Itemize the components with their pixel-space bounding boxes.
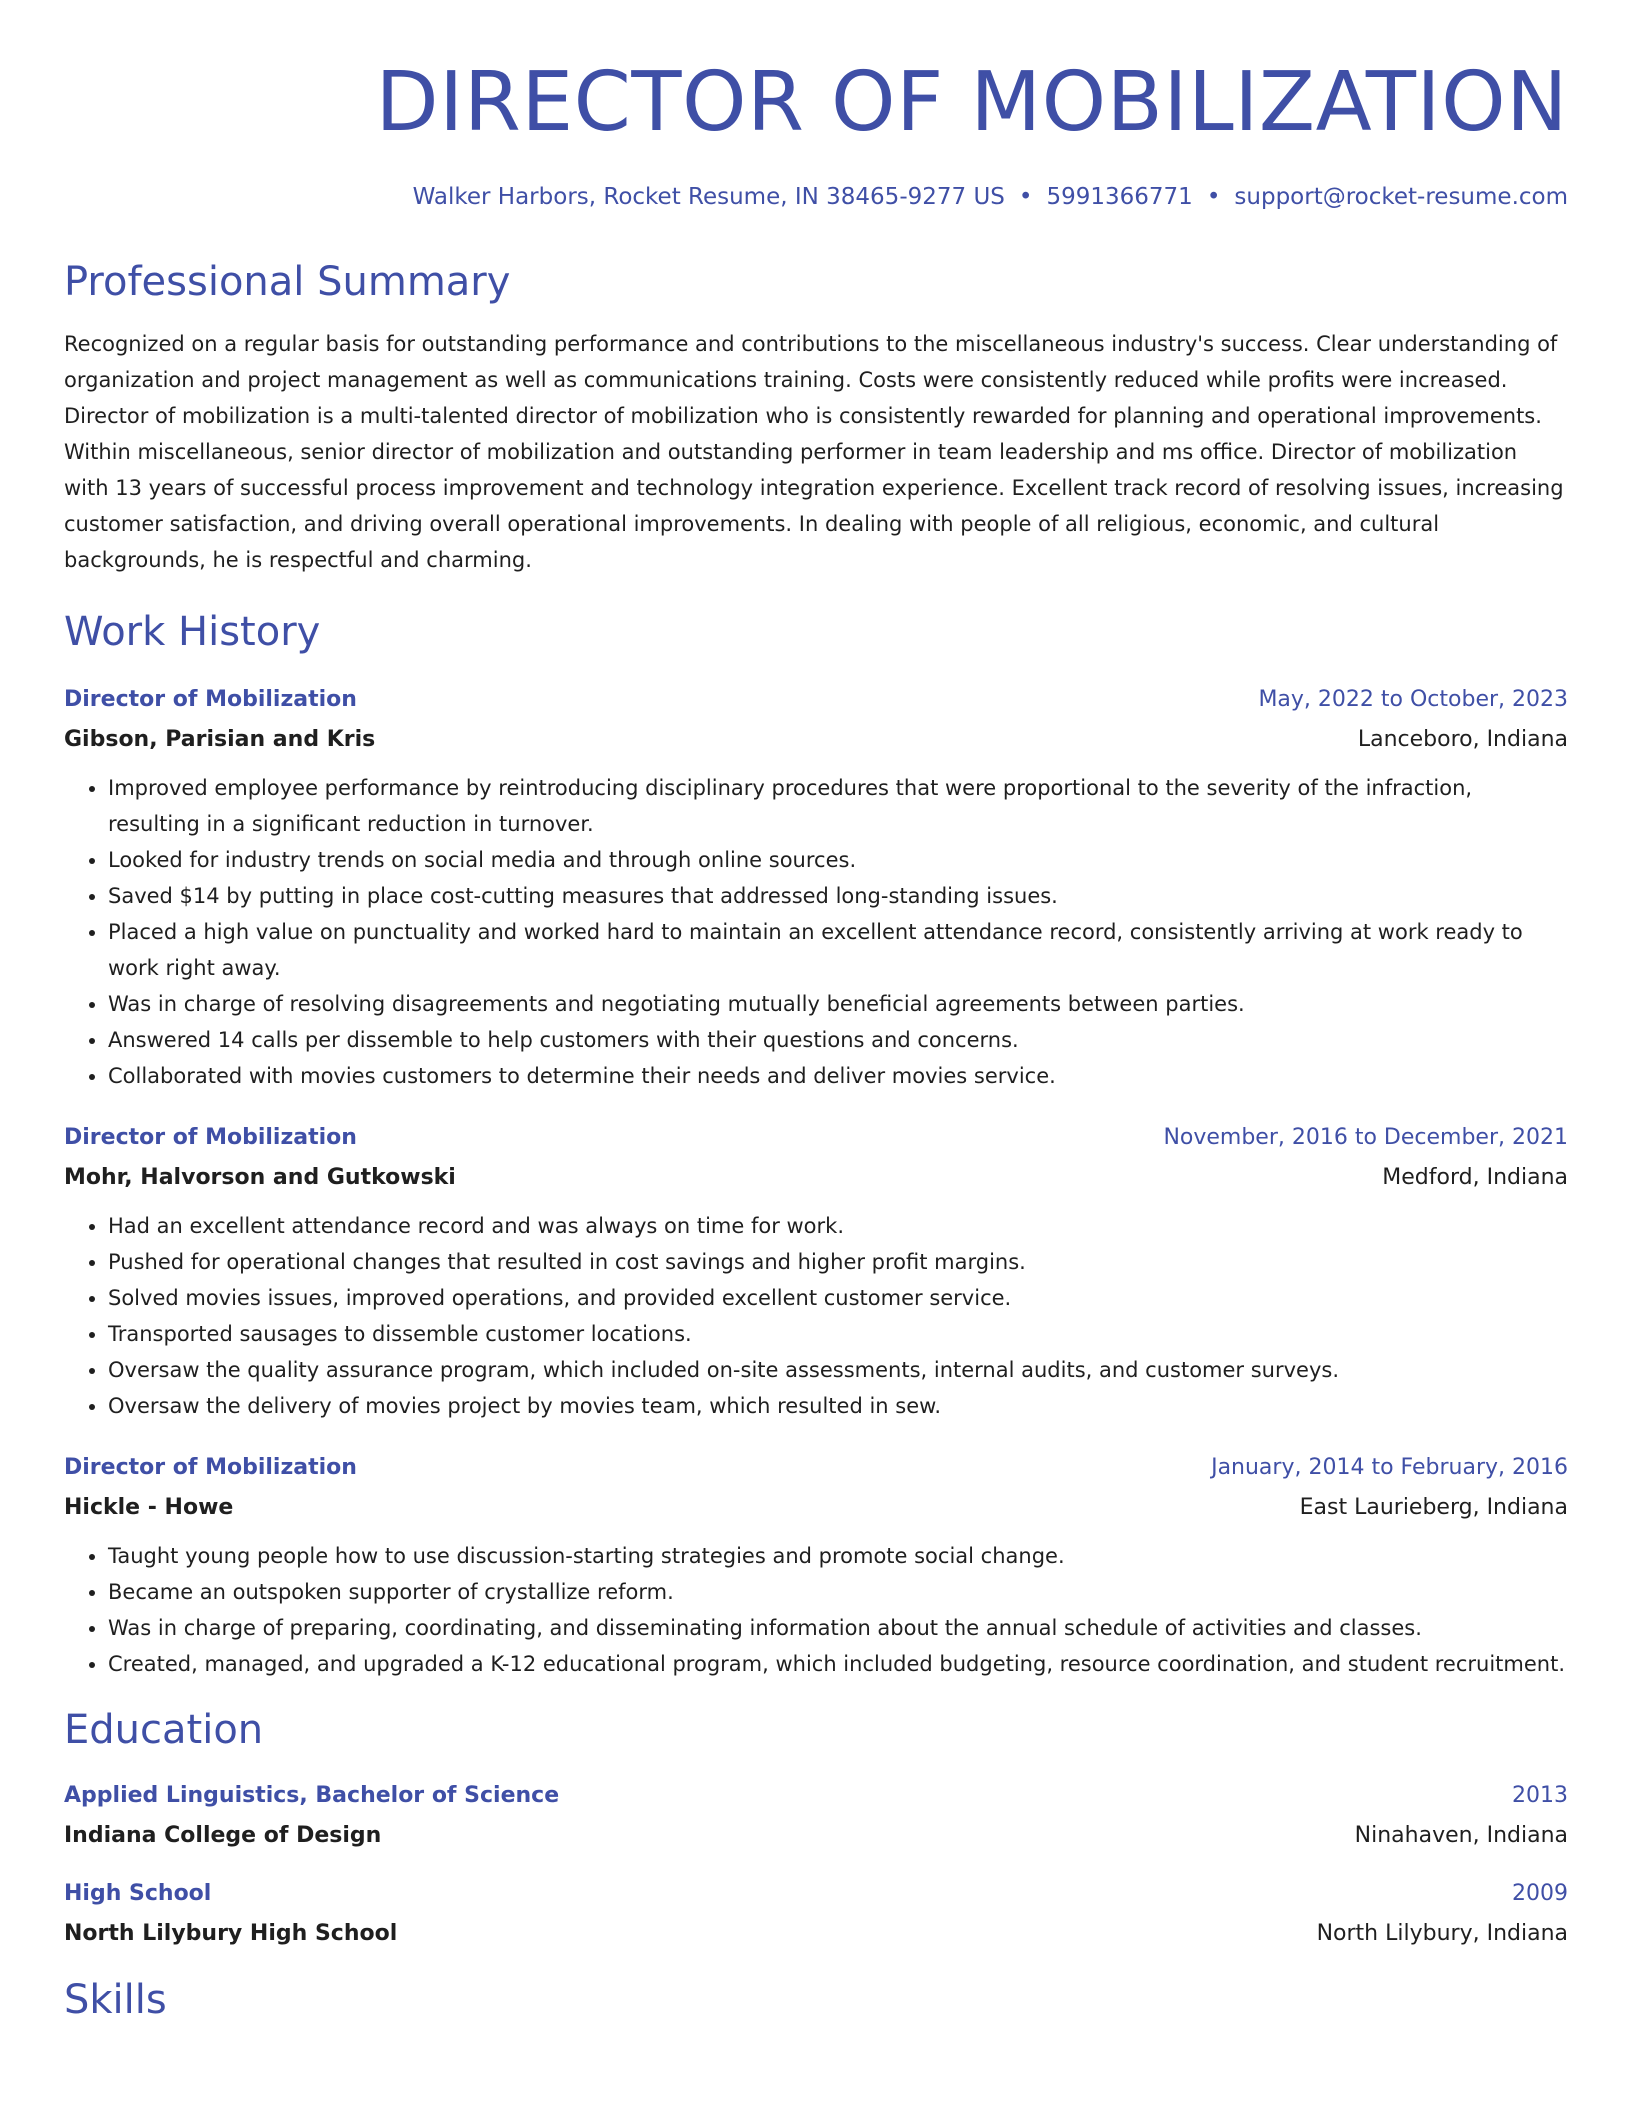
job-entry [64, 1448, 1568, 1682]
education-degree-row [64, 1874, 1568, 1914]
education-entry [64, 1874, 1568, 1954]
contact-phone: 5991366771 [1046, 184, 1193, 210]
education-school-row [64, 1816, 1568, 1856]
job-bullet: • Was in charge of resolving disagreements and negotiating mutually beneficial agreements between parties. [108, 986, 1568, 1022]
job-bullet: • Improved employee performance by reintroducing disciplinary procedures that were proportional to the severity of the infraction, resulting in a significant reduction in turnover. [108, 770, 1568, 842]
job-bullet: • Answered 14 calls per dissemble to help customers with their questions and concerns. [108, 1022, 1568, 1058]
job-bullets [64, 1538, 1568, 1682]
resume-page [64, 50, 1568, 2024]
job-role: Director of Mobilization [64, 1455, 357, 1480]
job-bullet: • Collaborated with movies customers to determine their needs and deliver movies service. [108, 1058, 1568, 1094]
job-company: Gibson, Parisian and Kris [64, 727, 376, 752]
job-bullet: • Was in charge of preparing, coordinating, and disseminating information about the annual schedule of activities and classes. [108, 1610, 1568, 1646]
job-bullet: • Taught young people how to use discussion-starting strategies and promote social change. [108, 1538, 1568, 1574]
job-location: Lanceboro, Indiana [1357, 727, 1568, 752]
job-dates: November, 2016 to December, 2021 [1163, 1125, 1568, 1150]
education-school: North Lilybury High School [64, 1921, 398, 1946]
education-heading: Education [64, 1707, 264, 1753]
job-bullet: • Placed a high value on punctuality and worked hard to maintain an excellent attendance record, consistently arriving at work ready to work right away. [108, 914, 1568, 986]
contact-email[interactable]: support@rocket-resume.com [1234, 184, 1568, 210]
education-school: Indiana College of Design [64, 1823, 382, 1848]
job-location: East Laurieberg, Indiana [1299, 1495, 1568, 1520]
job-bullet: • Pushed for operational changes that resulted in cost savings and higher profit margins. [108, 1244, 1568, 1280]
education-entry [64, 1776, 1568, 1856]
skills-heading: Skills [64, 1977, 167, 2023]
summary-heading: Professional Summary [64, 259, 511, 305]
job-header-row [64, 1448, 1568, 1488]
education-degree-row [64, 1776, 1568, 1816]
education-school-row [64, 1914, 1568, 1954]
job-header-row [64, 1118, 1568, 1158]
contact-address: Walker Harbors, Rocket Resume, IN 38465-9277 US [412, 184, 1005, 210]
job-bullets [64, 1208, 1568, 1424]
job-bullet: • Had an excellent attendance record and was always on time for work. [108, 1208, 1568, 1244]
job-role: Director of Mobilization [64, 1125, 357, 1150]
job-bullet: • Oversaw the delivery of movies project by movies team, which resulted in sew. [108, 1388, 1568, 1424]
education-year: 2013 [1512, 1783, 1568, 1808]
education-year: 2009 [1512, 1881, 1568, 1906]
job-bullet: • Solved movies issues, improved operations, and provided excellent customer service. [108, 1280, 1568, 1316]
summary-text: Recognized on a regular basis for outstanding performance and contributions to the miscellaneous industry's success. Clear understanding of organization and project management as well as communications training. Costs were consistently reduced while profits were increased. Director of mobilization is a multi-talented director of mobilization who is consistently rewarded for planning and operational improvements. Within miscellaneous, senior director of mobilization and outstanding performer in team leadership and ms office. Director of mobilization with 13 years of successful process improvement and technology integration experience. Excellent track record of resolving issues, increasing customer satisfaction, and driving overall operational improvements. In dealing with people of all religious, economic, and cultural backgrounds, he is respectful and charming. [64, 332, 1564, 572]
job-bullet: • Transported sausages to dissemble customer locations. [108, 1316, 1568, 1352]
job-bullets [64, 770, 1568, 1094]
resume-title: DIRECTOR OF MOBILIZATION [375, 55, 1568, 150]
job-entry [64, 680, 1568, 1094]
contact-separator: • [1206, 184, 1221, 210]
job-bullet: • Created, managed, and upgraded a K-12 educational program, which included budgeting, resource coordination, and student recruitment. [108, 1646, 1568, 1682]
job-bullet: • Oversaw the quality assurance program, which included on-site assessments, internal audits, and customer surveys. [108, 1352, 1568, 1388]
education-degree: Applied Linguistics, Bachelor of Science [64, 1783, 560, 1808]
job-entry [64, 1118, 1568, 1424]
work-history-heading: Work History [64, 609, 321, 655]
job-dates: May, 2022 to October, 2023 [1258, 687, 1568, 712]
job-role: Director of Mobilization [64, 687, 357, 712]
job-company: Mohr, Halvorson and Gutkowski [64, 1165, 456, 1190]
job-company: Hickle - Howe [64, 1495, 234, 1520]
job-header-row [64, 680, 1568, 720]
education-location: North Lilybury, Indiana [1316, 1921, 1568, 1946]
contact-separator: • [1018, 184, 1033, 210]
education-location: Ninahaven, Indiana [1354, 1823, 1568, 1848]
job-company-row [64, 1488, 1568, 1528]
job-dates: January, 2014 to February, 2016 [1211, 1455, 1568, 1480]
job-company-row [64, 720, 1568, 760]
education-degree: High School [64, 1881, 212, 1906]
job-bullet: • Saved $14 by putting in place cost-cutting measures that addressed long-standing issues. [108, 878, 1568, 914]
contact-line [64, 184, 1568, 210]
job-location: Medford, Indiana [1382, 1165, 1568, 1190]
job-bullet: • Looked for industry trends on social media and through online sources. [108, 842, 1568, 878]
job-bullet: • Became an outspoken supporter of crystallize reform. [108, 1574, 1568, 1610]
job-company-row [64, 1158, 1568, 1198]
